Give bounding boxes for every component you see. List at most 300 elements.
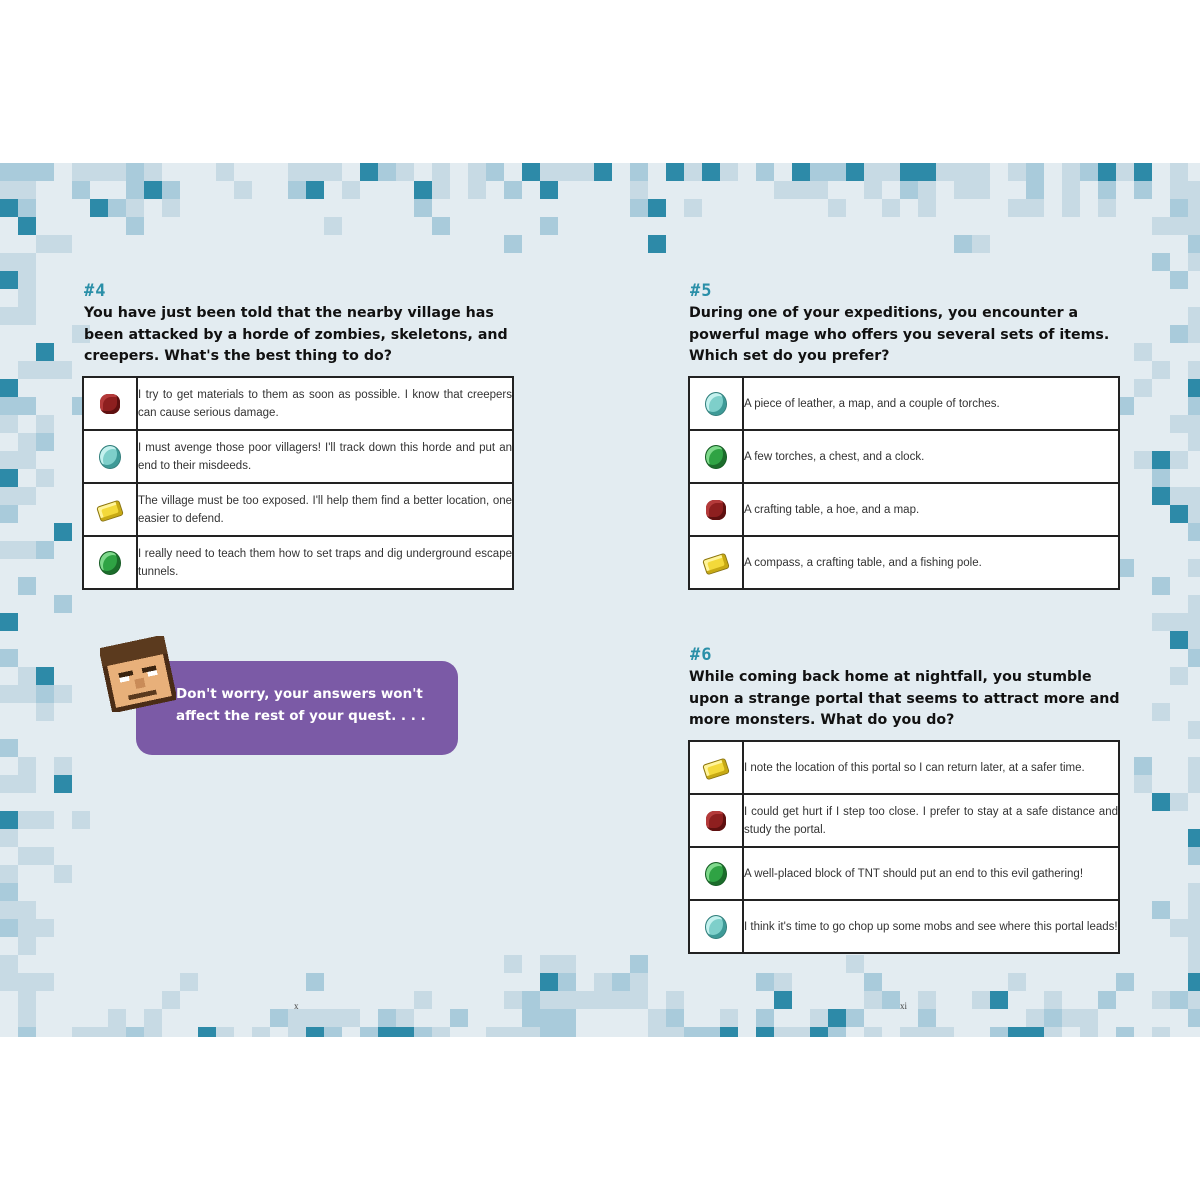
- pixel-block: [1152, 991, 1170, 1009]
- pixel-block: [1044, 991, 1062, 1009]
- answer-row[interactable]: [83, 430, 513, 483]
- pixel-block: [18, 307, 36, 325]
- yellow-gem-icon: [702, 757, 730, 780]
- pixel-block: [36, 919, 54, 937]
- pixel-block: [1188, 487, 1200, 505]
- pixel-block: [1134, 163, 1152, 181]
- pixel-block: [990, 991, 1008, 1009]
- pixel-block: [1026, 181, 1044, 199]
- question-number-4: #4: [84, 281, 107, 301]
- pixel-block: [1062, 1009, 1080, 1027]
- pixel-block: [1044, 1009, 1062, 1027]
- answer-row[interactable]: [689, 900, 1119, 953]
- pixel-block: [1098, 181, 1116, 199]
- pixel-block: [162, 991, 180, 1009]
- pixel-block: [720, 1027, 738, 1037]
- pixel-block: [234, 181, 252, 199]
- pixel-block: [54, 361, 72, 379]
- pixel-block: [54, 865, 72, 883]
- pixel-block: [0, 199, 18, 217]
- pixel-block: [612, 991, 630, 1009]
- pixel-block: [54, 775, 72, 793]
- pixel-block: [576, 163, 594, 181]
- pixel-block: [648, 1027, 666, 1037]
- green-gem-icon: [705, 862, 727, 886]
- pixel-block: [1152, 577, 1170, 595]
- pixel-block: [1116, 973, 1134, 991]
- answer-table-6: [688, 740, 1120, 954]
- pixel-block: [792, 1027, 810, 1037]
- cyan-gem-icon: [705, 392, 727, 416]
- question-number-5: #5: [690, 281, 713, 301]
- pixel-block: [1188, 559, 1200, 577]
- pixel-block: [1152, 793, 1170, 811]
- pixel-block: [36, 847, 54, 865]
- pixel-block: [1188, 757, 1200, 775]
- page-number-left: x: [294, 1001, 299, 1011]
- pixel-block: [1188, 397, 1200, 415]
- pixel-block: [792, 163, 810, 181]
- pixel-block: [0, 649, 18, 667]
- answer-table-5: [688, 376, 1120, 590]
- pixel-block: [864, 991, 882, 1009]
- pixel-block: [1188, 613, 1200, 631]
- page-number-right: xi: [900, 1001, 908, 1011]
- pixel-block: [504, 235, 522, 253]
- pixel-block: [900, 163, 918, 181]
- pixel-block: [0, 865, 18, 883]
- answer-row[interactable]: [689, 536, 1119, 589]
- pixel-block: [936, 1027, 954, 1037]
- pixel-block: [1152, 253, 1170, 271]
- pixel-block: [414, 181, 432, 199]
- answer-text: A crafting table, a hoe, and a map.: [743, 483, 1119, 536]
- pixel-block: [0, 883, 18, 901]
- pixel-block: [54, 235, 72, 253]
- pixel-block: [630, 163, 648, 181]
- pixel-block: [432, 217, 450, 235]
- pixel-block: [18, 919, 36, 937]
- pixel-block: [18, 253, 36, 271]
- pixel-block: [36, 973, 54, 991]
- pixel-block: [18, 361, 36, 379]
- pixel-block: [18, 937, 36, 955]
- pixel-block: [540, 955, 558, 973]
- pixel-block: [36, 469, 54, 487]
- pixel-block: [90, 199, 108, 217]
- pixel-block: [306, 181, 324, 199]
- pixel-block: [108, 199, 126, 217]
- pixel-block: [414, 991, 432, 1009]
- answer-row[interactable]: [689, 430, 1119, 483]
- pixel-block: [0, 163, 18, 181]
- answer-row[interactable]: [689, 847, 1119, 900]
- pixel-block: [1188, 433, 1200, 451]
- pixel-block: [18, 541, 36, 559]
- pixel-block: [486, 1027, 504, 1037]
- pixel-block: [0, 451, 18, 469]
- pixel-block: [0, 487, 18, 505]
- pixel-block: [810, 181, 828, 199]
- pixel-block: [1188, 523, 1200, 541]
- pixel-block: [648, 1009, 666, 1027]
- pixel-block: [810, 1009, 828, 1027]
- pixel-block: [1188, 973, 1200, 991]
- pixel-block: [558, 1009, 576, 1027]
- pixel-block: [540, 217, 558, 235]
- pixel-block: [684, 1027, 702, 1037]
- pixel-block: [1170, 613, 1188, 631]
- pixel-block: [18, 901, 36, 919]
- pixel-block: [1170, 325, 1188, 343]
- pixel-block: [0, 829, 18, 847]
- pixel-block: [1134, 181, 1152, 199]
- pixel-block: [1188, 253, 1200, 271]
- answer-text: I must avenge those poor villagers! I'll track down this horde and put an end to their misdeeds.: [137, 430, 513, 483]
- pixel-block: [1170, 199, 1188, 217]
- question-text-6: While coming back home at nightfall, you stumble upon a strange portal that seems to attract more and more monsters. What do you do?: [689, 669, 1120, 728]
- pixel-block: [1026, 1027, 1044, 1037]
- pixel-block: [1188, 181, 1200, 199]
- pixel-block: [108, 163, 126, 181]
- answer-row[interactable]: [83, 536, 513, 589]
- pixel-block: [360, 163, 378, 181]
- question-text-5: During one of your expeditions, you encounter a powerful mage who offers you several sets of items. Which set do you prefer?: [689, 305, 1110, 364]
- pixel-block: [792, 181, 810, 199]
- character-avatar-icon: [100, 636, 176, 712]
- pixel-block: [1170, 217, 1188, 235]
- pixel-block: [1188, 217, 1200, 235]
- pixel-block: [864, 973, 882, 991]
- pixel-block: [18, 847, 36, 865]
- pixel-block: [918, 163, 936, 181]
- pixel-block: [558, 163, 576, 181]
- pixel-block: [378, 1009, 396, 1027]
- pixel-block: [954, 235, 972, 253]
- pixel-block: [1188, 955, 1200, 973]
- pixel-block: [162, 181, 180, 199]
- pixel-block: [1080, 163, 1098, 181]
- pixel-block: [1008, 199, 1026, 217]
- pixel-block: [522, 1009, 540, 1027]
- pixel-block: [1188, 847, 1200, 865]
- pixel-block: [918, 991, 936, 1009]
- pixel-block: [306, 163, 324, 181]
- pixel-block: [126, 163, 144, 181]
- answer-text: A piece of leather, a map, and a couple of torches.: [743, 377, 1119, 430]
- pixel-block: [1134, 343, 1152, 361]
- pixel-block: [594, 991, 612, 1009]
- pixel-block: [1044, 1027, 1062, 1037]
- pixel-block: [1170, 181, 1188, 199]
- pixel-block: [1134, 379, 1152, 397]
- pixel-block: [0, 919, 18, 937]
- pixel-block: [666, 163, 684, 181]
- pixel-block: [396, 1009, 414, 1027]
- pixel-block: [1080, 1027, 1098, 1037]
- pixel-block: [702, 1027, 720, 1037]
- pixel-block: [864, 181, 882, 199]
- pixel-block: [1188, 901, 1200, 919]
- pixel-block: [522, 991, 540, 1009]
- answer-text: I could get hurt if I step too close. I prefer to stay at a safe distance and study the portal.: [743, 794, 1119, 847]
- answer-row[interactable]: [689, 794, 1119, 847]
- pixel-block: [648, 199, 666, 217]
- pixel-block: [1170, 793, 1188, 811]
- pixel-block: [0, 541, 18, 559]
- pixel-block: [1152, 613, 1170, 631]
- pixel-block: [108, 1009, 126, 1027]
- pixel-block: [0, 901, 18, 919]
- pixel-block: [972, 163, 990, 181]
- pixel-block: [684, 163, 702, 181]
- pixel-block: [666, 1027, 684, 1037]
- pixel-block: [1188, 505, 1200, 523]
- pixel-block: [954, 181, 972, 199]
- pixel-block: [1062, 163, 1080, 181]
- pixel-block: [486, 163, 504, 181]
- answer-row[interactable]: [689, 741, 1119, 794]
- pixel-block: [0, 253, 18, 271]
- pixel-block: [468, 163, 486, 181]
- pixel-block: [414, 199, 432, 217]
- pixel-block: [36, 703, 54, 721]
- pixel-block: [1152, 469, 1170, 487]
- pixel-block: [36, 667, 54, 685]
- pixel-block: [504, 1027, 522, 1037]
- pixel-block: [756, 973, 774, 991]
- answer-row[interactable]: [689, 483, 1119, 536]
- pixel-block: [828, 163, 846, 181]
- pixel-block: [144, 163, 162, 181]
- pixel-block: [396, 1027, 414, 1037]
- pixel-block: [1098, 163, 1116, 181]
- pixel-block: [342, 181, 360, 199]
- pixel-block: [306, 973, 324, 991]
- pixel-block: [0, 307, 18, 325]
- pixel-block: [288, 1009, 306, 1027]
- pixel-block: [720, 1009, 738, 1027]
- pixel-block: [36, 811, 54, 829]
- red-gem-icon: [706, 811, 726, 831]
- pixel-block: [918, 1027, 936, 1037]
- pixel-block: [126, 181, 144, 199]
- pixel-block: [1134, 757, 1152, 775]
- pixel-block: [18, 757, 36, 775]
- pixel-block: [954, 163, 972, 181]
- pixel-block: [324, 217, 342, 235]
- pixel-block: [1170, 163, 1188, 181]
- pixel-block: [72, 181, 90, 199]
- pixel-block: [756, 1009, 774, 1027]
- pixel-block: [774, 181, 792, 199]
- pixel-block: [1098, 991, 1116, 1009]
- pixel-block: [666, 1009, 684, 1027]
- pixel-block: [270, 1009, 288, 1027]
- yellow-gem-icon: [702, 552, 730, 575]
- pixel-block: [630, 991, 648, 1009]
- pixel-block: [144, 181, 162, 199]
- pixel-block: [324, 1009, 342, 1027]
- pixel-block: [18, 397, 36, 415]
- pixel-block: [1188, 991, 1200, 1009]
- red-gem-icon: [706, 500, 726, 520]
- answer-row[interactable]: [83, 483, 513, 536]
- pixel-block: [900, 1027, 918, 1037]
- pixel-block: [1008, 163, 1026, 181]
- pixel-block: [756, 163, 774, 181]
- pixel-block: [0, 811, 18, 829]
- pixel-block: [1152, 901, 1170, 919]
- pixel-block: [0, 271, 18, 289]
- pixel-block: [126, 199, 144, 217]
- pixel-block: [630, 181, 648, 199]
- pixel-block: [0, 775, 18, 793]
- pixel-block: [18, 451, 36, 469]
- pixel-block: [810, 163, 828, 181]
- pixel-block: [846, 955, 864, 973]
- pixel-block: [72, 163, 90, 181]
- pixel-block: [1188, 775, 1200, 793]
- pixel-block: [54, 757, 72, 775]
- pixel-block: [882, 163, 900, 181]
- pixel-block: [180, 973, 198, 991]
- pixel-block: [0, 505, 18, 523]
- pixel-block: [756, 1027, 774, 1037]
- pixel-block: [306, 1009, 324, 1027]
- pixel-block: [918, 1009, 936, 1027]
- pixel-block: [18, 163, 36, 181]
- answer-row[interactable]: [689, 377, 1119, 430]
- pixel-block: [306, 1027, 324, 1037]
- pixel-block: [1188, 415, 1200, 433]
- pixel-block: [18, 1009, 36, 1027]
- answer-text: I really need to teach them how to set traps and dig underground escape tunnels.: [137, 536, 513, 589]
- pixel-block: [1080, 1009, 1098, 1027]
- pixel-block: [558, 1027, 576, 1037]
- pixel-block: [126, 1027, 144, 1037]
- pixel-block: [1188, 649, 1200, 667]
- pixel-block: [18, 577, 36, 595]
- pixel-block: [1026, 1009, 1044, 1027]
- pixel-block: [1188, 379, 1200, 397]
- pixel-block: [1170, 505, 1188, 523]
- pixel-block: [72, 1027, 90, 1037]
- pixel-block: [864, 1027, 882, 1037]
- pixel-block: [1152, 361, 1170, 379]
- pixel-block: [162, 199, 180, 217]
- pixel-block: [540, 991, 558, 1009]
- pixel-block: [972, 181, 990, 199]
- pixel-block: [108, 1027, 126, 1037]
- pixel-block: [1188, 937, 1200, 955]
- pixel-block: [504, 991, 522, 1009]
- pixel-block: [1188, 235, 1200, 253]
- pixel-block: [504, 955, 522, 973]
- pixel-block: [1170, 415, 1188, 433]
- answer-text: I note the location of this portal so I can return later, at a safer time.: [743, 741, 1119, 794]
- pixel-block: [1170, 487, 1188, 505]
- pixel-block: [288, 1027, 306, 1037]
- pixel-block: [540, 1009, 558, 1027]
- pixel-block: [594, 163, 612, 181]
- pixel-block: [1008, 973, 1026, 991]
- pixel-block: [1170, 271, 1188, 289]
- pixel-block: [432, 1027, 450, 1037]
- pixel-block: [18, 667, 36, 685]
- pixel-block: [468, 181, 486, 199]
- pixel-block: [504, 181, 522, 199]
- pixel-block: [0, 415, 18, 433]
- pixel-block: [828, 1027, 846, 1037]
- pixel-block: [324, 1027, 342, 1037]
- green-gem-icon: [99, 551, 121, 575]
- pixel-block: [378, 163, 396, 181]
- pixel-block: [396, 163, 414, 181]
- pixel-block: [846, 1009, 864, 1027]
- question-number-6: #6: [690, 645, 713, 665]
- pixel-block: [1188, 361, 1200, 379]
- pixel-block: [36, 343, 54, 361]
- pixel-block: [972, 235, 990, 253]
- pixel-block: [72, 811, 90, 829]
- pixel-block: [648, 235, 666, 253]
- pixel-block: [1170, 991, 1188, 1009]
- pixel-block: [630, 199, 648, 217]
- pixel-block: [18, 775, 36, 793]
- pixel-block: [18, 991, 36, 1009]
- pixel-block: [630, 955, 648, 973]
- pixel-block: [1188, 829, 1200, 847]
- pixel-block: [54, 685, 72, 703]
- pixel-block: [1188, 919, 1200, 937]
- pixel-block: [846, 163, 864, 181]
- pixel-block: [774, 973, 792, 991]
- answer-row[interactable]: [83, 377, 513, 430]
- pixel-block: [1026, 199, 1044, 217]
- pixel-block: [1170, 631, 1188, 649]
- pixel-block: [1188, 595, 1200, 613]
- answer-text: The village must be too exposed. I'll help them find a better location, one easier to defend.: [137, 483, 513, 536]
- pixel-block: [36, 685, 54, 703]
- pixel-block: [1062, 199, 1080, 217]
- pixel-block: [342, 1009, 360, 1027]
- pixel-block: [414, 1027, 432, 1037]
- pixel-block: [0, 613, 18, 631]
- pixel-block: [828, 199, 846, 217]
- pixel-block: [0, 973, 18, 991]
- green-gem-icon: [705, 445, 727, 469]
- pixel-block: [1170, 451, 1188, 469]
- yellow-gem-icon: [96, 499, 124, 522]
- pixel-block: [1116, 163, 1134, 181]
- pixel-block: [972, 991, 990, 1009]
- pixel-block: [0, 379, 18, 397]
- pixel-block: [576, 991, 594, 1009]
- pixel-block: [36, 235, 54, 253]
- pixel-block: [0, 469, 18, 487]
- pixel-block: [1152, 487, 1170, 505]
- cyan-gem-icon: [99, 445, 121, 469]
- pixel-block: [1188, 307, 1200, 325]
- book-spread: [0, 163, 1200, 1037]
- pixel-block: [198, 1027, 216, 1037]
- pixel-block: [594, 973, 612, 991]
- pixel-block: [18, 487, 36, 505]
- pixel-block: [1134, 451, 1152, 469]
- red-gem-icon: [100, 394, 120, 414]
- answer-text: A well-placed block of TNT should put an end to this evil gathering!: [743, 847, 1119, 900]
